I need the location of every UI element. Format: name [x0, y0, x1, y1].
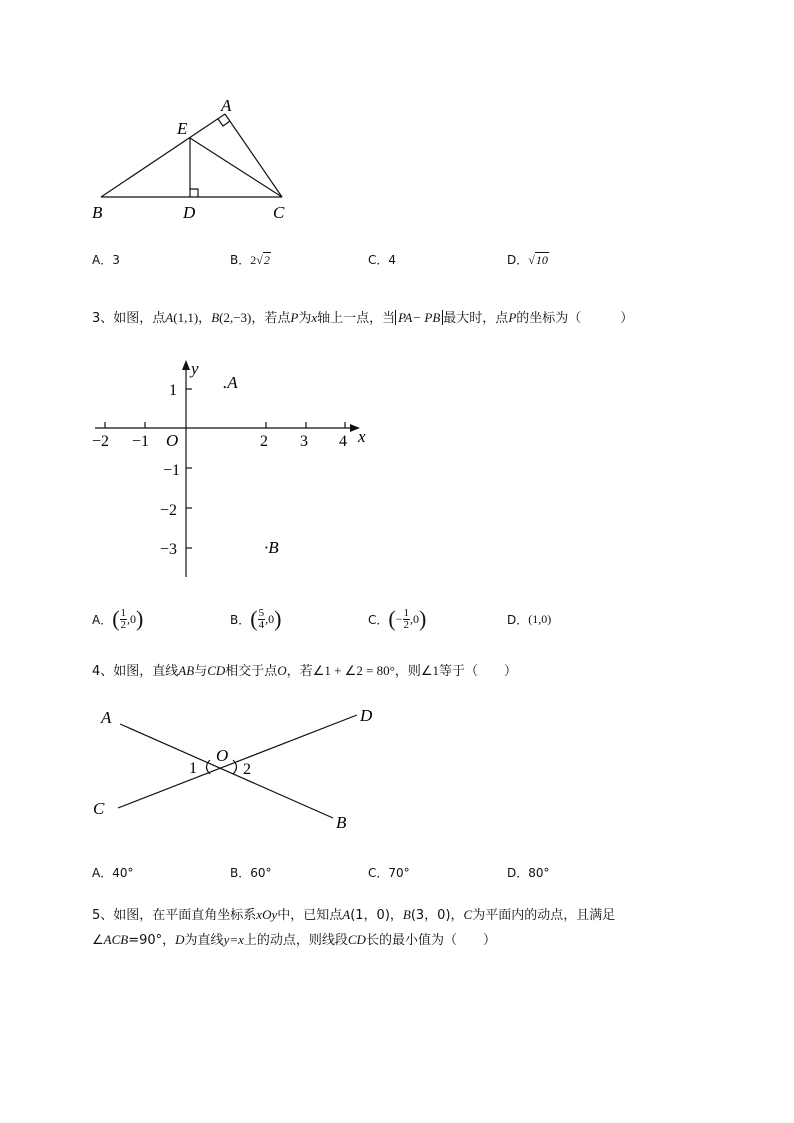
label-c: C — [93, 799, 105, 818]
label-b: B — [336, 813, 347, 832]
x-tick-label: 4 — [339, 433, 347, 450]
option-prefix: A． — [92, 253, 113, 267]
minus-sign: − — [395, 611, 403, 626]
q5-text: 如图，在平面直角坐标系 — [113, 908, 257, 923]
q4-text: ，若 — [286, 664, 313, 679]
label-b: B — [92, 203, 103, 222]
question-number: 5、 — [92, 908, 114, 923]
q5-text: 为平面内的动点，且满足 — [472, 908, 616, 923]
q2-option-b[interactable] — [230, 251, 271, 268]
fraction — [403, 608, 411, 631]
option-tail: ,0 — [265, 611, 275, 626]
point-o-name: O — [277, 663, 287, 678]
denominator: 4 — [258, 618, 265, 631]
triangle-figure — [80, 90, 310, 230]
q3-text: 最大时，点 — [443, 311, 509, 326]
label-a: A — [101, 708, 112, 727]
q3-text: ，若点 — [251, 311, 291, 326]
abs-expression: PA− PB — [395, 310, 443, 325]
point-a-coord: (1,1) — [173, 310, 199, 325]
y-tick-label: −3 — [160, 541, 178, 558]
q3-option-d[interactable] — [507, 602, 551, 636]
option-value: (1,0) — [528, 611, 552, 626]
intersecting-lines-figure — [88, 700, 378, 840]
q4-text: 与 — [194, 664, 208, 679]
q3-text: 的坐标为（ ） — [516, 311, 634, 326]
angle-1-name: ∠1 — [420, 663, 440, 678]
line-equation: y=x — [223, 932, 244, 947]
denominator: 2 — [120, 618, 127, 631]
q5-text: 中，已知点 — [277, 908, 343, 923]
coordinate-plane-figure — [88, 355, 378, 585]
sqrt-symbol: √ — [256, 253, 263, 267]
q4-option-c[interactable]: C．70° — [368, 866, 410, 880]
right-paren: ) — [136, 606, 144, 631]
point-a-name: A — [342, 907, 351, 922]
q4-option-d[interactable]: D．80° — [507, 866, 550, 880]
y-tick-label: 1 — [169, 382, 177, 399]
q5-text: (1，0)， — [350, 908, 403, 923]
option-coef: 2 — [250, 253, 257, 267]
angle-acb-name: ACB — [103, 932, 129, 947]
option-prefix: C． — [368, 612, 389, 627]
sqrt-symbol: √ — [528, 253, 535, 267]
right-paren: ) — [419, 606, 427, 631]
q4-option-b[interactable]: B．60° — [230, 866, 272, 880]
fraction — [258, 608, 266, 631]
point-b-label: ·B — [264, 538, 279, 557]
x-tick-label: 2 — [260, 433, 268, 450]
option-prefix: D． — [507, 253, 529, 267]
question-5-line-1 — [92, 904, 615, 923]
point-c-name: C — [463, 907, 473, 922]
x-tick-label: 3 — [300, 433, 308, 450]
option-prefix: B． — [230, 612, 251, 627]
point-p-name: P — [290, 310, 299, 325]
left-paren: ( — [250, 606, 258, 631]
angle-1-label: 1 — [189, 760, 197, 777]
q3-option-a[interactable] — [92, 602, 143, 636]
option-prefix: B． — [230, 253, 251, 267]
q2-option-a[interactable] — [92, 251, 120, 268]
segment-cd-name: CD — [347, 932, 366, 947]
label-d: D — [360, 706, 373, 725]
angle-2-label: 2 — [243, 761, 251, 778]
label-d: D — [183, 203, 196, 222]
point-a-name: A — [165, 310, 174, 325]
point-b-name: B — [211, 310, 220, 325]
y-tick-label: −2 — [160, 502, 178, 519]
axis-label-y: y — [191, 359, 199, 378]
label-a: A — [221, 96, 232, 115]
x-tick-label: −1 — [132, 433, 150, 450]
left-paren: ( — [112, 606, 120, 631]
axis-x-name: x — [311, 310, 318, 325]
q3-text: 轴上一点，当 — [317, 311, 396, 326]
origin-label: O — [166, 431, 179, 450]
q4-text: 如图，直线 — [113, 664, 179, 679]
q4-text: 等于（ ） — [439, 664, 518, 679]
point-b-name: B — [402, 907, 411, 922]
q5-text: ∠ — [92, 933, 104, 948]
option-prefix: D． — [507, 612, 529, 627]
question-5-line-2 — [92, 929, 496, 948]
option-tail: ,0 — [410, 611, 419, 626]
denominator: 2 — [403, 618, 409, 631]
point-a-label: .A — [223, 373, 238, 392]
system-name: xOy — [256, 907, 278, 922]
point-d-name: D — [175, 932, 185, 947]
option-radicand: 10 — [535, 253, 548, 267]
line-cd-name: CD — [207, 663, 226, 678]
option-prefix: A． — [92, 612, 113, 627]
q5-text: =90°， — [128, 933, 176, 948]
numerator: 1 — [120, 606, 127, 619]
question-number: 4、 — [92, 664, 114, 679]
option-tail: ,0 — [127, 611, 137, 626]
x-tick-label: −2 — [92, 433, 110, 450]
numerator: 5 — [258, 606, 265, 619]
q3-option-c[interactable] — [368, 602, 426, 636]
point-p-name: P — [508, 310, 517, 325]
point-b-coord: (2,−3) — [219, 310, 252, 325]
option-radicand: 2 — [263, 253, 270, 267]
q4-option-a[interactable]: A．40° — [92, 866, 134, 880]
q5-text: 为直线 — [184, 933, 224, 948]
option-value: 4 — [388, 253, 397, 267]
y-tick-label: −1 — [163, 462, 181, 479]
q3-option-b[interactable] — [230, 602, 281, 636]
q5-text: 上的动点，则线段 — [243, 933, 348, 948]
q2-option-c[interactable] — [368, 251, 396, 268]
q4-text: ，则 — [394, 664, 421, 679]
q2-option-d[interactable] — [507, 251, 549, 268]
q3-text: 如图，点 — [113, 311, 166, 326]
angle-condition: ∠1 + ∠2 = 80° — [312, 663, 395, 678]
axis-label-x: x — [358, 427, 366, 446]
option-value: 3 — [112, 253, 120, 267]
q4-text: 相交于点 — [225, 664, 278, 679]
q5-text: (3，0)， — [410, 908, 464, 923]
fraction — [120, 608, 128, 631]
q3-text: ， — [198, 311, 212, 326]
option-prefix: C． — [368, 253, 389, 267]
numerator: 1 — [403, 606, 409, 619]
line-ab-name: AB — [178, 663, 195, 678]
question-4-text — [92, 660, 517, 679]
right-paren: ) — [274, 606, 282, 631]
question-3-text — [92, 307, 633, 326]
label-e: E — [177, 119, 188, 138]
q3-text: 为 — [298, 311, 312, 326]
question-number: 3、 — [92, 311, 114, 326]
label-c: C — [273, 203, 285, 222]
q5-text: 长的最小值为（ ） — [365, 933, 496, 948]
label-o: O — [216, 746, 229, 765]
left-paren: ( — [388, 606, 396, 631]
